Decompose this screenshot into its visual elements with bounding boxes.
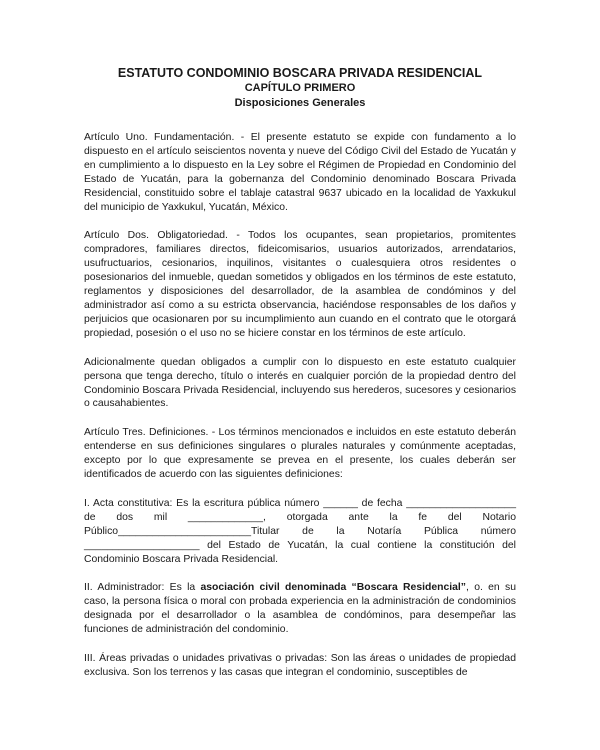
document-title: ESTATUTO CONDOMINIO BOSCARA PRIVADA RESIDENCIAL [117, 66, 483, 80]
definition-administrador-rest: , o. en su caso, la persona física o moral con probada experiencia en la administración de condominios designada por el desarrollador o la asamblea de condóminos, para desempeñar las funciones de administración del condominio. [84, 582, 516, 636]
article-two-paragraph: Artículo Dos. Obligatoriedad. - Todos los ocupantes, sean propietarios, promitentes compradores, familiares directos, fideicomisarios, usuarios autorizados, arrendatarios, usufructuarios, cesionarios, inquilinos, visitantes o cualesquiera otros residentes o posesionarios del inmueble, quedan sometidos y obligados en los términos de este estatuto, reglamentos y disposiciones del desarrollador, de la asamblea de condóminos y del administrador así como a su estricta observancia, haciéndose responsables de los daños y perjuicios que ocasionaren por su incumplimiento aun cuando en el contrato que le otorgará propiedad, posesión o el uso no se hiciere constar en los términos de este artículo. [84, 230, 516, 339]
definition-administrador [84, 581, 516, 637]
chapter-heading: CAPÍTULO PRIMERO [244, 82, 356, 94]
additional-obligations-paragraph: Adicionalmente quedan obligados a cumplir con lo dispuesto en este estatuto cualquier persona que tenga derecho, título o interés en cualquier porción de la propiedad dentro del Condominio Boscara Privada Residencial, incluyendo sus herederos, sucesores y cesionarios o causahabientes. [84, 356, 517, 410]
article-one-paragraph: Artículo Uno. Fundamentación. - El presente estatuto se expide con fundamento a lo dispuesto en el artículo seiscientos noventa y nueve del Código Civil del Estado de Yucatán y en cumplimiento a lo dispuesto en la Ley sobre el Régimen de Propiedad en Condominio del Estado de Yucatán, para la gobernanza del Condominio denominado Boscara Privada Residencial, constituido sobre el tablaje catastral 9637 ubicado en la localidad de Yaxkukul del municipio de Yaxkukul, Yucatán, México. [84, 132, 516, 213]
article-three-paragraph: Artículo Tres. Definiciones. - Los términos mencionados e incluidos en este estatuto deberán entenderse en sus definiciones singulares o plurales naturales y comúnmente aceptadas, excepto por lo que expresamente se prevea en el presente, los cuales deberán ser identificados de acuerdo con las siguientes definiciones: [84, 427, 516, 481]
definition-administrador-entity: asociación civil denominada “Boscara Residencial” [200, 582, 466, 594]
section-heading: Disposiciones Generales [234, 97, 366, 109]
document-header [84, 66, 516, 111]
definition-acta-constitutiva: I. Acta constitutiva: Es la escritura pública número ______ de fecha ___________________ de dos mil _____________, otorgada ante la fe del Notario Público_______________________Titular de la Notaría Pública número ____________________ del Estado de Yucatán, la cual contiene la constitución del Condominio Boscara Privada Residencial. [84, 497, 516, 565]
definition-areas-privadas: III. Áreas privadas o unidades privativas o privadas: Son las áreas o unidades de propiedad exclusiva. Son los terrenos y las casas que integran el condominio, susceptibles de [84, 653, 516, 678]
definition-administrador-intro: II. Administrador: Es la [84, 582, 201, 594]
